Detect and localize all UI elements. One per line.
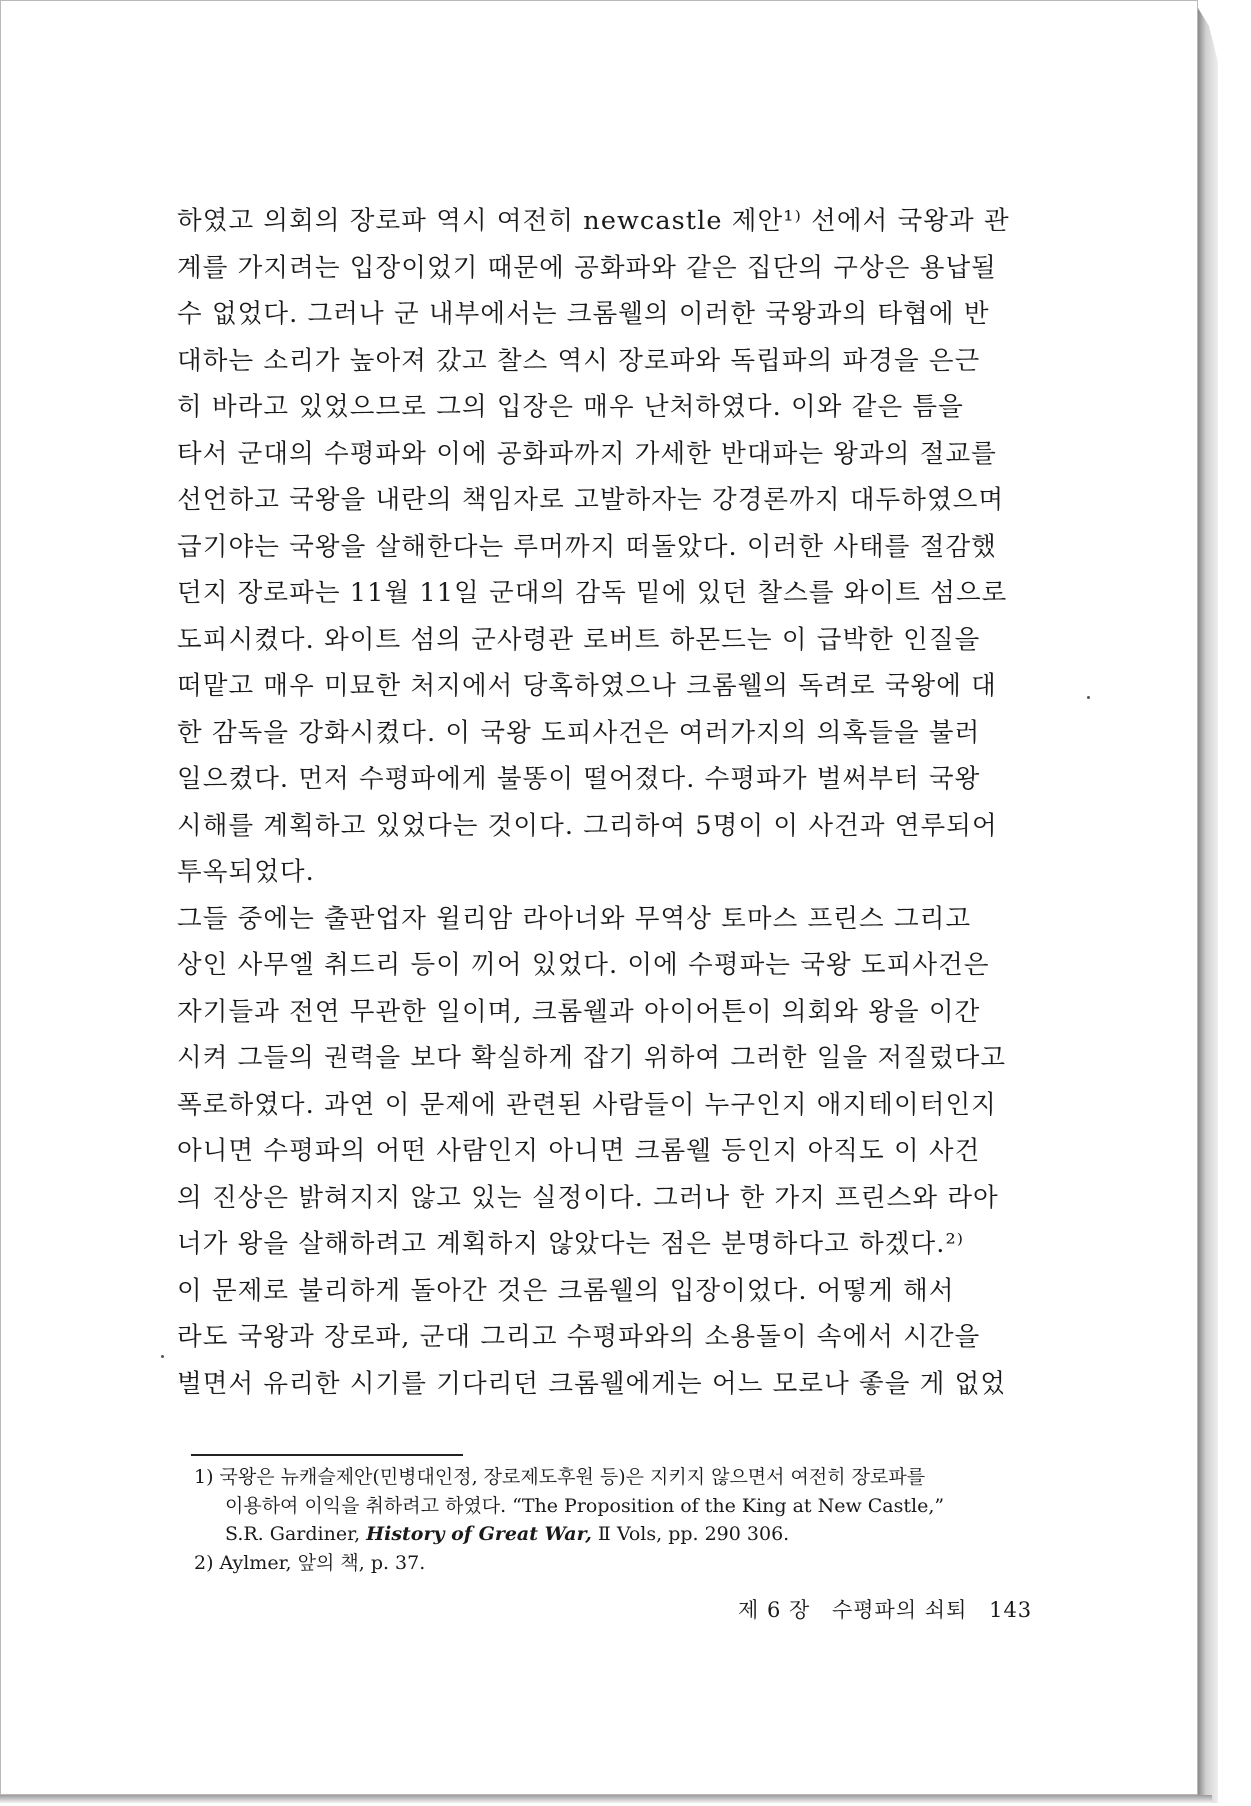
text-line: 시켜 그들의 권력을 보다 확실하게 잡기 위하여 그러한 일을 저질렀다고 <box>177 1043 1007 1073</box>
footnote-book-title: History of Great War, <box>366 1523 592 1545</box>
text-line: 시해를 계획하고 있었다는 것이다. 그리하여 5명이 이 사건과 연루되어 <box>177 810 998 841</box>
text-line: 히 바라고 있었으므로 그의 입장은 매우 난처하였다. 이와 같은 틈을 <box>177 392 964 422</box>
text-line: 라도 국왕과 장로파, 군대 그리고 수평파와의 소용돌이 속에서 시간을 <box>177 1322 981 1352</box>
text-line: 벌면서 유리한 시기를 기다리던 크롬웰에게는 어느 모로나 좋을 게 없었 <box>177 1368 1007 1399</box>
footnote-2: 2) Aylmer, 앞의 책, p. 37. <box>194 1551 426 1574</box>
footnote-volume: Ⅱ Vols, pp. 290 306. <box>591 1523 790 1545</box>
footnotes <box>194 1463 1074 1577</box>
text-line: 대하는 소리가 높아져 갔고 찰스 역시 장로파와 독립파의 파경을 은근 <box>177 345 981 376</box>
text-line: 타서 군대의 수평파와 이에 공화파까지 가세한 반대파는 왕과의 절교를 <box>177 438 997 469</box>
text-line: 도피시켰다. 와이트 섬의 군사령관 로버트 하몬드는 이 급박한 인질을 <box>177 624 981 655</box>
scan-speck <box>1087 696 1090 699</box>
text-line: 급기야는 국왕을 살해한다는 루머까지 떠돌았다. 이러한 사태를 절감했 <box>177 531 997 562</box>
page-number: 143 <box>989 1598 1033 1622</box>
text-line: 계를 가지려는 입장이었기 때문에 공화파와 같은 집단의 구상은 용납될 <box>177 252 997 283</box>
text-line: 수 없었다. 그러나 군 내부에서는 크롬웰의 이러한 국왕과의 타협에 반 <box>177 299 990 329</box>
text-line: 상인 사무엘 취드리 등이 끼어 있었다. 이에 수평파는 국왕 도피사건은 <box>177 950 990 980</box>
footnote-1-line-2: 이용하여 이익을 취하려고 하였다. “The Proposition of the King at New Castle,” <box>225 1494 945 1517</box>
scan-speck <box>161 1355 164 1358</box>
text-line: 떠맡고 매우 미묘한 처지에서 당혹하였으나 크롬웰의 독려로 국왕에 대 <box>177 671 997 701</box>
text-line: 의 진상은 밝혀지지 않고 있는 실정이다. 그러나 한 가지 프린스와 라아 <box>177 1182 999 1213</box>
footnote-1-line-3 <box>194 1520 1074 1549</box>
text-line: 폭로하였다. 과연 이 문제에 관련된 사람들이 누구인지 애지테이터인지 <box>177 1089 997 1120</box>
text-line: 너가 왕을 살해하려고 계획하지 않았다는 점은 분명하다고 하겠다.²⁾ <box>177 1229 965 1259</box>
text-line: 일으켰다. 먼저 수평파에게 불똥이 떨어졌다. 수평파가 벌써부터 국왕 <box>177 764 981 794</box>
text-line: 그들 중에는 출판업자 윌리암 라아너와 무역상 토마스 프린스 그리고 <box>177 903 972 934</box>
footnote-author: S.R. Gardiner, <box>225 1523 367 1545</box>
chapter-title: 수평파의 쇠퇴 <box>831 1598 968 1622</box>
body-text <box>177 198 1067 1407</box>
page-bottom-shadow <box>0 1795 1212 1803</box>
text-line: 한 감독을 강화시켰다. 이 국왕 도피사건은 여러가지의 의혹들을 불러 <box>177 717 981 748</box>
text-line: 아니면 수평파의 어떤 사람인지 아니면 크롬웰 등인지 아직도 이 사건 <box>177 1136 981 1166</box>
running-footer <box>738 1594 1046 1624</box>
text-line: 투옥되었다. <box>177 857 315 887</box>
footnote-1-line-1: 1) 국왕은 뉴캐슬제안(민병대인정, 장로제도후원 등)은 지키지 않으면서 여전히 장로파를 <box>194 1466 926 1488</box>
page-edge-shadow <box>1198 8 1218 1803</box>
text-line: 하였고 의회의 장로파 역시 여전히 newcastle 제안¹⁾ 선에서 국왕과 관 <box>177 206 1010 236</box>
text-line: 이 문제로 불리하게 돌아간 것은 크롬웰의 입장이었다. 어떻게 해서 <box>177 1275 955 1306</box>
text-line: 던지 장로파는 11월 11일 군대의 감독 밑에 있던 찰스를 와이트 섬으로 <box>177 578 1008 608</box>
chapter-number: 제 6 장 <box>738 1598 811 1622</box>
footnote-divider <box>191 1454 463 1456</box>
text-line: 자기들과 전연 무관한 일이며, 크롬웰과 아이어튼이 의회와 왕을 이간 <box>177 996 981 1027</box>
text-line: 선언하고 국왕을 내란의 책임자로 고발하자는 강경론까지 대두하였으며 <box>177 485 1005 515</box>
